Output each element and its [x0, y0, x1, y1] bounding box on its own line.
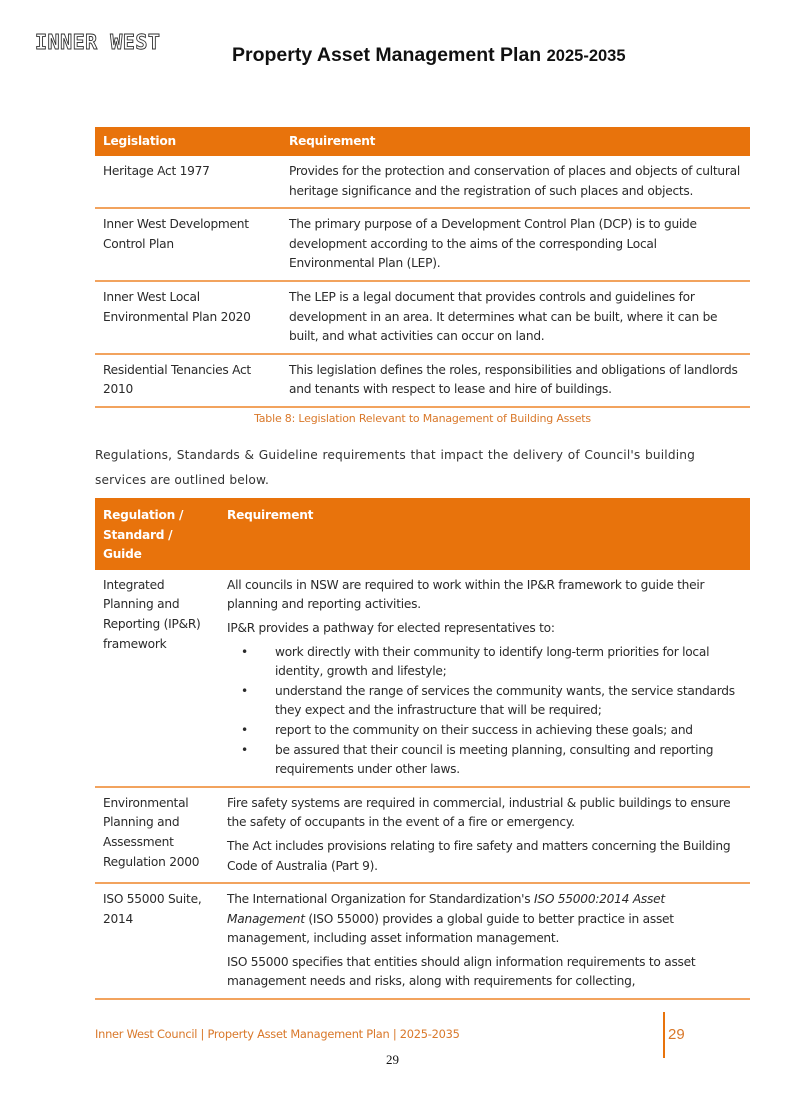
legislation-name: Residential Tenancies Act 2010	[95, 354, 281, 407]
requirement-paragraph: Fire safety systems are required in commercial, industrial & public buildings to ensure the safety of occupants in the event of a fire or emergency.	[227, 795, 731, 830]
footer-page-label: 29	[668, 1026, 685, 1043]
text-segment: (ISO 55000) provides a global guide to better practice in asset management, including asset information management.	[227, 911, 674, 946]
page-number: 29	[386, 1052, 399, 1067]
legislation-requirement: The primary purpose of a Development Control Plan (DCP) is to guide development according to the aims of the corresponding Local Environmental Plan (LEP).	[281, 208, 750, 281]
column-header-regulation: Regulation / Standard / Guide	[95, 498, 219, 570]
table-row	[95, 787, 750, 883]
column-header-legislation: Legislation	[95, 127, 281, 156]
table-row	[95, 281, 750, 354]
table-row	[95, 156, 750, 208]
legislation-table	[95, 127, 750, 408]
table-row	[95, 354, 750, 407]
legislation-name: Heritage Act 1977	[95, 156, 281, 208]
bullet-item: • understand the range of services the community wants, the service standards they expect and the infrastructure that will be required;	[275, 682, 742, 721]
table-row	[95, 883, 750, 999]
legislation-name: Inner West Development Control Plan	[95, 208, 281, 281]
legislation-name: Inner West Local Environmental Plan 2020	[95, 281, 281, 354]
requirement-paragraph	[227, 890, 742, 949]
bullet-item: • report to the community on their success in achieving these goals; and	[275, 721, 742, 741]
page-title-years: 2025-2035	[546, 47, 626, 65]
table-header-row	[95, 498, 750, 570]
text-segment: The International Organization for Standardization's	[227, 892, 534, 907]
legislation-requirement: Provides for the protection and conservation of places and objects of cultural heritage significance and the registration of such places and objects.	[281, 156, 750, 208]
regulations-table	[95, 498, 750, 1000]
requirement-paragraph: All councils in NSW are required to work within the IP&R framework to guide their planning and reporting activities.	[227, 577, 705, 612]
regulation-requirement	[219, 883, 750, 999]
table-header-row	[95, 127, 750, 156]
table-caption: Table 8: Legislation Relevant to Management of Building Assets	[254, 412, 591, 425]
inner-west-logo	[35, 31, 189, 53]
regulation-requirement	[219, 787, 750, 883]
footer-text: Inner West Council | Property Asset Management Plan | 2025-2035	[95, 1027, 460, 1041]
bullet-item: • be assured that their council is meeting planning, consulting and reporting requirements under other laws.	[275, 741, 742, 780]
regulation-requirement	[219, 570, 750, 787]
table-row	[95, 208, 750, 281]
column-header-requirement: Requirement	[219, 498, 750, 570]
requirement-paragraph: ISO 55000 specifies that entities should align information requirements to asset management needs and risks, along with requirements for collecting,	[227, 954, 696, 989]
bullet-list	[227, 643, 742, 780]
regulation-name: ISO 55000 Suite, 2014	[95, 883, 219, 999]
bullet-item: • work directly with their community to identify long-term priorities for local identity, growth and lifestyle;	[275, 643, 742, 682]
intro-paragraph: Regulations, Standards & Guideline requirements that impact the delivery of Council's building services are outlined below.	[95, 448, 695, 487]
requirement-paragraph: The Act includes provisions relating to fire safety and matters concerning the Building Code of Australia (Part 9).	[227, 838, 731, 873]
standard-title: ISO 55000:2014 Asset Management	[227, 892, 665, 926]
column-header-requirement: Requirement	[281, 127, 750, 156]
regulation-name: Integrated Planning and Reporting (IP&R) framework	[95, 570, 219, 787]
regulation-name: Environmental Planning and Assessment Regulation 2000	[95, 787, 219, 883]
table-row	[95, 570, 750, 787]
requirement-paragraph: IP&R provides a pathway for elected representatives to:	[227, 620, 555, 635]
logo-text: INNER WEST	[35, 31, 161, 53]
legislation-requirement: The LEP is a legal document that provides controls and guidelines for development in an area. It determines what can be built, where it can be built, and what activities can occur on land.	[281, 281, 750, 354]
page-title-text: Property Asset Management Plan	[232, 44, 542, 66]
legislation-requirement: This legislation defines the roles, responsibilities and obligations of landlords and tenants with respect to lease and hire of buildings.	[281, 354, 750, 407]
page-title	[232, 44, 626, 67]
